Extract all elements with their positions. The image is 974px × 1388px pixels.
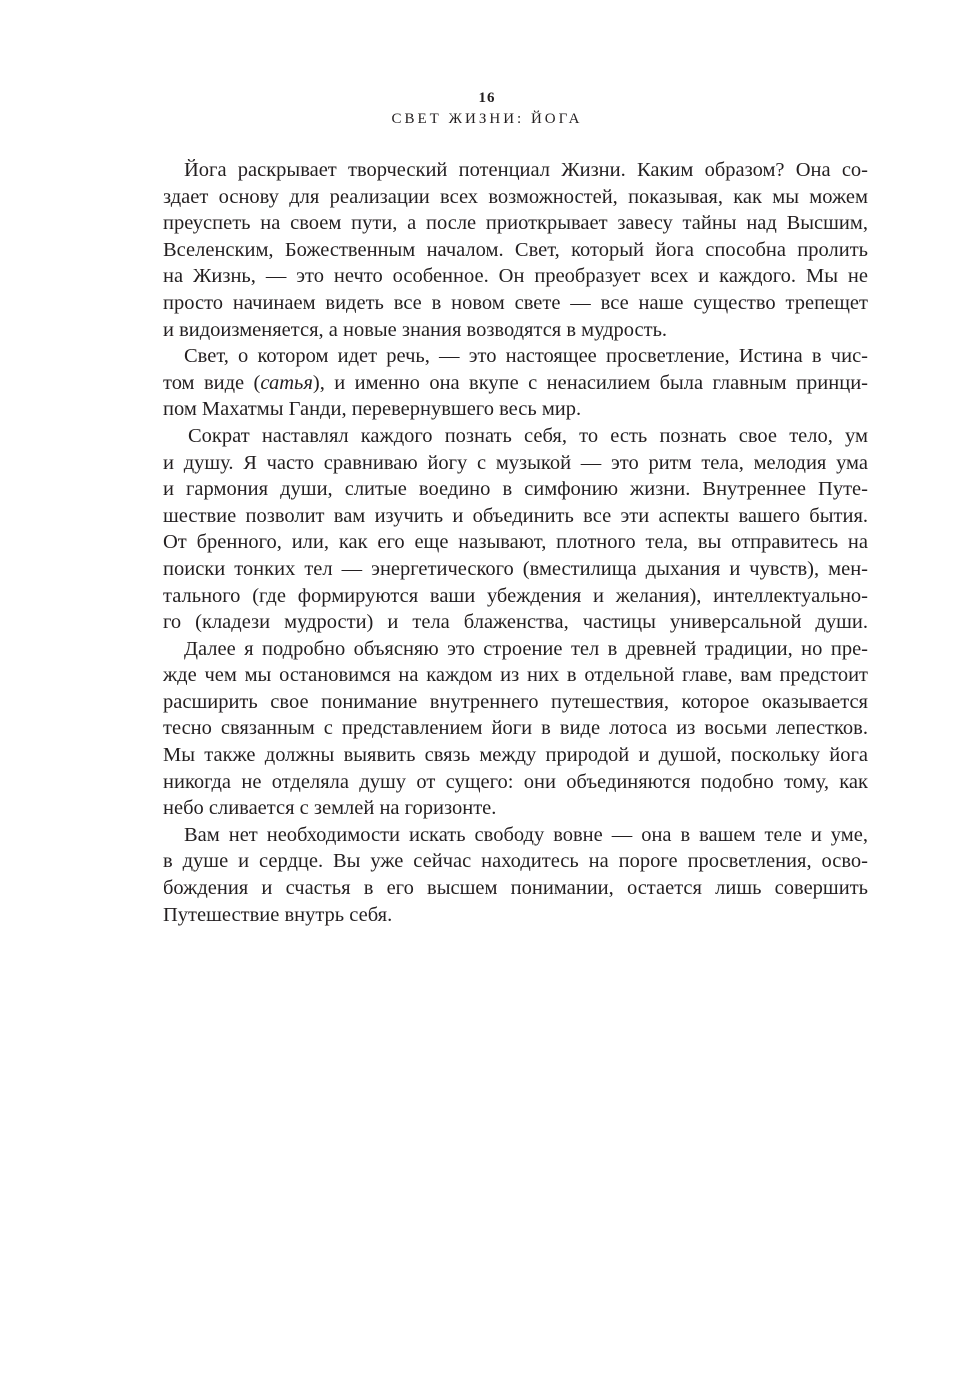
text-line: го (кладези мудрости) и тела блаженства, частицы универсальной души. [163,611,868,634]
text-line: тесно связанным с представлением йоги в виде лотоса из восьми лепестков. [163,717,868,740]
text-line: жде чем мы остановимся на каждом из них в отдельной главе, вам предстоит [163,664,868,687]
text-line: Свет, о котором идет речь, — это настоящее просветление, Истина в чис- [184,345,868,368]
text-line: Йога раскрывает творческий потенциал Жизни. Каким образом? Она со- [184,159,868,181]
text-line [163,370,868,397]
text-line: Вам нет необходимости искать свободу вовне — она в вашем теле и уме, [184,823,868,846]
text-line: здает основу для реализации всех возможностей, показывая, как мы можем [163,185,868,208]
text-line: Сократ наставлял каждого познать себя, то есть познать свое тело, ум [188,424,868,447]
paragraph [163,423,868,636]
text-line: в душе и сердце. Вы уже сейчас находитесь на пороге просветления, осво- [163,850,868,873]
text-line: никогда не отделяла душу от сущего: они объединяются подобно тому, как [163,770,868,793]
text-line: Мы также должны выявить связь между природой и душой, поскольку йога [163,744,868,767]
text-line: Далее я подробно объясняю это строение тел в древней традиции, но пре- [184,637,868,660]
italic-term: сатья [260,371,313,394]
text-run: ), и именно она вкупе с ненасилием была главным принци- [312,371,869,394]
paragraph [163,822,868,928]
text-line: расширить свое понимание внутреннего путешествия, которое оказывается [163,690,868,713]
body-text [163,157,868,928]
paragraph [163,157,868,343]
text-run: том виде ( [163,371,261,394]
text-line: преуспеть на своем пути, а после приоткрывает завесу тайны над Высшим, [163,212,868,235]
text-line: От бренного, или, как его еще называют, плотного тела, вы отправитесь на [163,531,868,554]
text-line: просто начинаем видеть все в новом свете — все наше существо трепещет [163,291,868,314]
paragraph [163,343,868,423]
text-line: и гармония души, слитые воедино в симфонию жизни. Внутреннее Путе- [163,478,868,501]
text-line: небо сливается с землей на горизонте. [163,797,497,820]
running-header [0,88,974,130]
text-line: и видоизменяется, а новые знания возводятся в мудрость. [163,318,668,341]
text-line: на Жизнь, — это нечто особенное. Он преобразует всех и каждого. Мы не [163,265,868,288]
text-line: пом Махатмы Ганди, перевернувшего весь мир. [163,398,582,421]
text-line: бождения и счастья в его высшем понимании, остается лишь совершить [163,877,868,900]
text-line: тального (где формируются ваши убеждения и желания), интеллектуально- [163,584,868,607]
page-number: 16 [478,90,496,106]
text-line: Вселенским, Божественным началом. Свет, который йога способна пролить [163,238,868,261]
text-line: Путешествие внутрь себя. [163,903,393,926]
text-line: и душу. Я часто сравниваю йогу с музыкой — это ритм тела, мелодия ума [163,451,868,474]
chapter-title: СВЕТ ЖИЗНИ: ЙОГА [391,111,583,127]
text-line: шествие позволит вам изучить и объединить все эти аспекты вашего бытия. [163,504,868,527]
paragraph [163,636,868,822]
text-line: поиски тонких тел — энергетического (вместилища дыхания и чувств), мен- [163,557,868,580]
